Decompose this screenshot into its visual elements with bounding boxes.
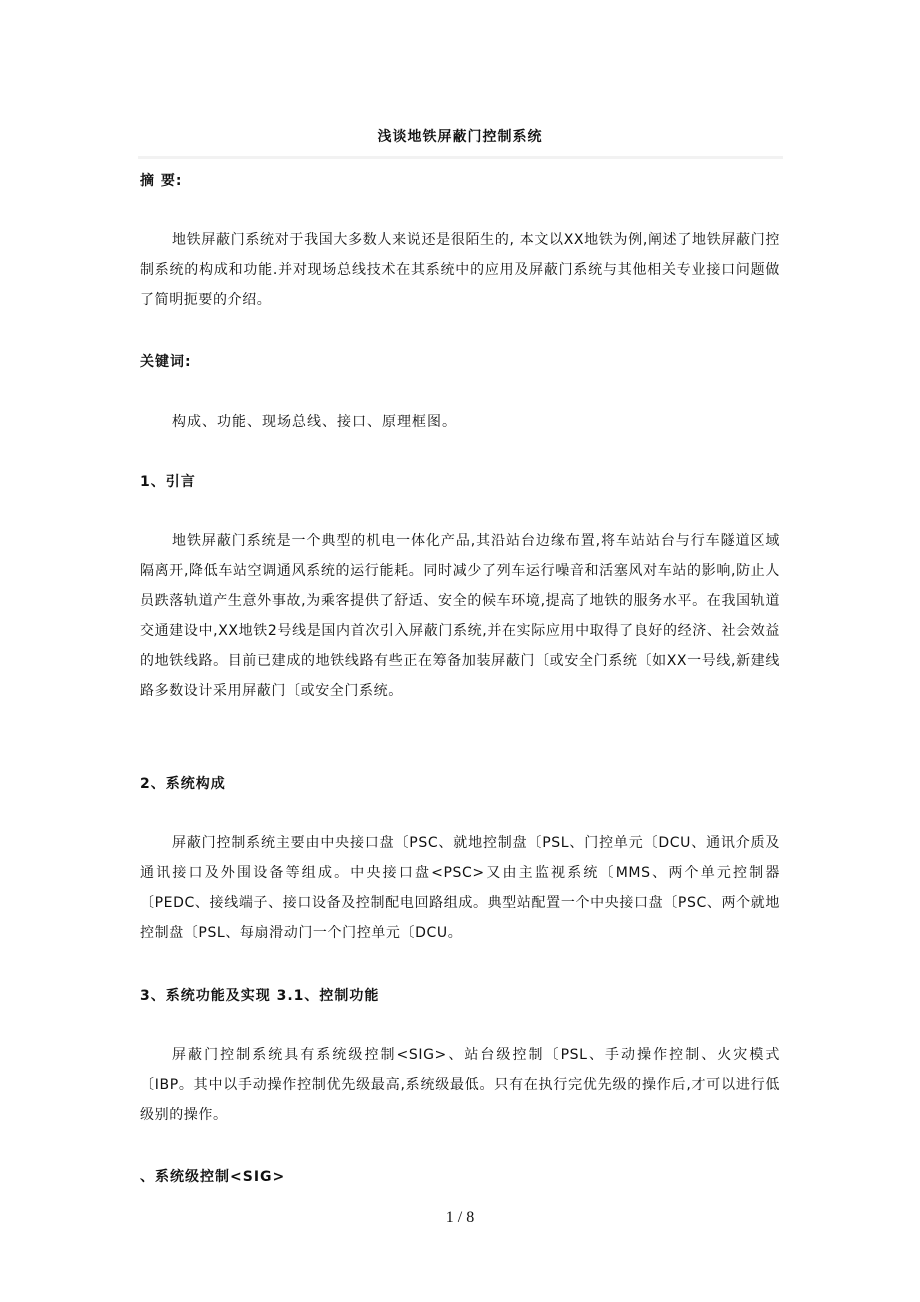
title-divider — [138, 156, 783, 159]
subsection-heading: 、系统级控制<SIG> — [140, 1169, 286, 1185]
section-3-paragraph: 屏蔽门控制系统具有系统级控制<SIG>、站台级控制〔PSL、手动操作控制、火灾模式〔IBP。其中以手动操作控制优先级最高,系统级最低。只有在执行完优先级的操作后,才可以进行低级别的操作。 — [140, 1047, 780, 1123]
page-number: 1 / 8 — [445, 1209, 475, 1226]
keywords-text: 构成、功能、现场总线、接口、原理框图。 — [172, 414, 457, 430]
abstract-heading: 摘 要: — [140, 173, 183, 189]
abstract-paragraph: 地铁屏蔽门系统对于我国大多数人来说还是很陌生的, 本文以XX地铁为例,阐述了地铁屏蔽门控制系统的构成和功能.并对现场总线技术在其系统中的应用及屏蔽门系统与其他相关专业接口问题做了简明扼要的介绍。 — [140, 232, 780, 308]
section-3-heading: 3、系统功能及实现 3.1、控制功能 — [140, 988, 380, 1004]
keywords-heading: 关键词: — [140, 354, 192, 370]
document-title: 浅谈地铁屏蔽门控制系统 — [377, 129, 543, 145]
section-2-heading: 2、系统构成 — [140, 776, 226, 792]
section-2-paragraph: 屏蔽门控制系统主要由中央接口盘〔PSC、就地控制盘〔PSL、门控单元〔DCU、通讯介质及通讯接口及外围设备等组成。中央接口盘<PSC>又由主监视系统〔MMS、两个单元控制器〔PEDC、接线端子、接口设备及控制配电回路组成。典型站配置一个中央接口盘〔PSC、两个就地控制盘〔PSL、每扇滑动门一个门控单元〔DCU。 — [140, 835, 780, 941]
section-1-heading: 1、引言 — [140, 474, 196, 490]
section-1-paragraph: 地铁屏蔽门系统是一个典型的机电一体化产品,其沿站台边缘布置,将车站站台与行车隧道区域隔离开,降低车站空调通风系统的运行能耗。同时减少了列车运行噪音和活塞风对车站的影响,防止人员跌落轨道产生意外事故,为乘客提供了舒适、安全的候车环境,提高了地铁的服务水平。在我国轨道交通建设中,XX地铁2号线是国内首次引入屏蔽门系统,并在实际应用中取得了良好的经济、社会效益的地铁线路。目前已建成的地铁线路有些正在筹备加装屏蔽门〔或安全门系统〔如XX一号线,新建线路多数设计采用屏蔽门〔或安全门系统。 — [140, 533, 780, 699]
